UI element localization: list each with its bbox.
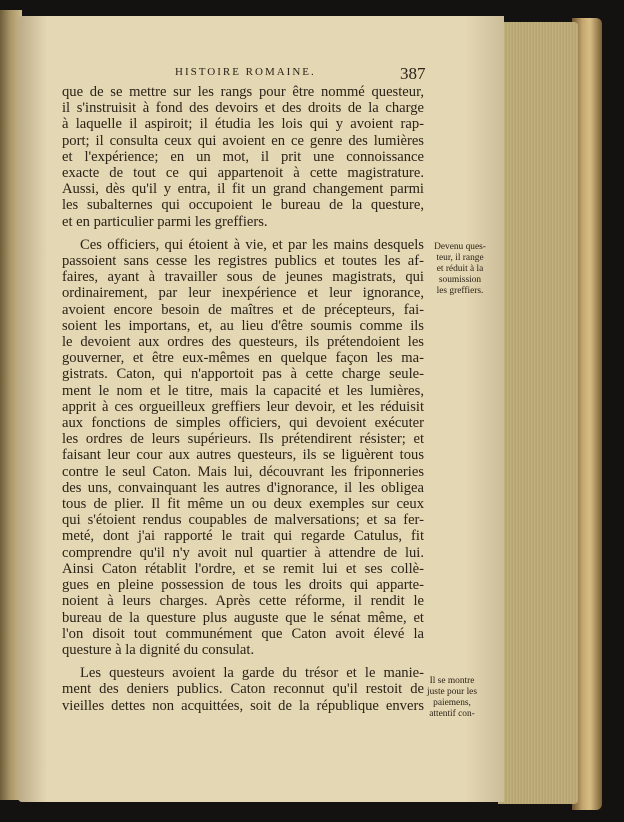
text-line: exacte de tout ce qui appartenoit à cette magistrature. bbox=[62, 165, 424, 182]
text-line: soient les importans, et, au lieu d'être soumis comme ils bbox=[62, 317, 424, 334]
paragraph-gap bbox=[62, 658, 424, 665]
text-line: l'on disoit tout communément que Caton avoit élevé la bbox=[62, 625, 424, 642]
text-line: que de se mettre sur les rangs pour être nommé questeur, bbox=[62, 84, 424, 100]
text-line: comprendre qu'il n'y avoit nul quartier à attendre de lui. bbox=[62, 544, 424, 561]
margin-note bbox=[424, 242, 496, 297]
text-line: le devoient aux ordres des questeurs, ils prétendoient les bbox=[62, 334, 424, 351]
text-line: tous de plier. Il fit même un ou deux exemples sur ceux bbox=[62, 496, 424, 513]
text-line: des uns, convainquant les autres d'ignorance, il les obligea bbox=[62, 479, 424, 496]
margin-note bbox=[416, 676, 488, 720]
text-line: faisant leur cour aux autres questeurs, ils se liguèrent tous bbox=[62, 447, 424, 464]
text-line: à laquelle il aspiroit; il étudia les lois qui y avoient rap- bbox=[62, 116, 424, 133]
margin-note-line: juste pour les bbox=[427, 687, 477, 697]
text-line: noient à leurs charges. Après cette réforme, il rendit le bbox=[62, 593, 424, 610]
text-line: passoient sans cesse les registres publics et toutes les af- bbox=[62, 253, 424, 270]
text-line: les ordres de leurs supérieurs. Ils prétendirent résister; et bbox=[62, 431, 424, 448]
text-line: les subalternes qui occupoient le bureau de la questure, bbox=[62, 197, 424, 214]
text-line: gistrats. Caton, qui n'apportoit pas à cette charge seule- bbox=[62, 366, 424, 383]
text-line: contre le seul Caton. Mais lui, découvrant les friponneries bbox=[62, 463, 424, 480]
text-line: Aussi, dès qu'il y entra, il fit un grand changement parmi bbox=[62, 181, 424, 198]
page-block-edge bbox=[498, 22, 578, 804]
text-line: faires, ayant à travailler sous de jeunes magistrats, qui bbox=[62, 269, 424, 286]
body-text bbox=[62, 84, 424, 714]
text-line: bureau de la questure plus auguste que le sénat même, et bbox=[62, 609, 424, 626]
text-line: vieilles dettes non acquittées, soit de la république envers bbox=[62, 697, 424, 714]
text-line: Ainsi Caton rétablit l'ordre, et se remit lui et ses collè- bbox=[62, 560, 424, 577]
text-line: Ces officiers, qui étoient à vie, et par les mains desquels bbox=[80, 236, 424, 253]
margin-note-line: Devenu ques- bbox=[434, 242, 486, 252]
text-line: il s'instruisit à fond des devoirs et des droits de la charge bbox=[62, 100, 424, 117]
text-line: questure à la dignité du consulat. bbox=[62, 641, 255, 658]
text-line: ment des deniers publics. Caton reconnut qu'il restoit de bbox=[62, 681, 424, 698]
text-line: port; il consulta ceux qui avoient en ce genre des lumières bbox=[62, 132, 424, 149]
text-line: apprit à ces orgueilleux greffiers leur devoir, et les réduisit bbox=[62, 398, 424, 415]
text-line: qui s'étoient rendus coupables de malversations; et sa fer- bbox=[62, 512, 424, 529]
margin-note-line: et réduit à la bbox=[436, 264, 484, 274]
running-head: HISTOIRE ROMAINE. bbox=[175, 66, 316, 78]
text-line: gues en pleine possession de tous les droits qui apparte- bbox=[62, 577, 424, 594]
margin-note-line: soumission bbox=[438, 275, 482, 285]
text-line: aux fonctions de simples officiers, qui devoient exécuter bbox=[62, 415, 424, 432]
text-line: avoient encore besoin de maîtres et de précepteurs, fai- bbox=[62, 301, 424, 318]
text-line: et l'expérience; en un mot, il prit une connoissance bbox=[62, 148, 424, 165]
margin-note-line: Il se montre bbox=[429, 676, 475, 686]
text-line: Les questeurs avoient la garde du trésor et le manie- bbox=[80, 665, 424, 682]
text-line: gouverner, et être eux-mêmes en quelque façon les ma- bbox=[62, 350, 424, 367]
margin-note-line: attentif con- bbox=[429, 709, 475, 719]
text-line: ment le nom et le titre, mais la capacité et les lumières, bbox=[62, 382, 424, 399]
page-number: 387 bbox=[400, 64, 426, 83]
text-line: ordinairement, par leur inexpérience et leur ignorance, bbox=[62, 285, 424, 302]
text-line: et en particulier parmi les greffiers. bbox=[62, 213, 268, 230]
margin-note-line: les greffiers. bbox=[436, 286, 484, 296]
margin-note-line: teur, il range bbox=[436, 253, 484, 263]
paragraph-gap bbox=[62, 230, 424, 237]
text-line: meté, dont j'ai rapporté le trait qui regarde Catulus, fit bbox=[62, 528, 424, 545]
margin-note-line: paiemens, bbox=[433, 698, 471, 708]
